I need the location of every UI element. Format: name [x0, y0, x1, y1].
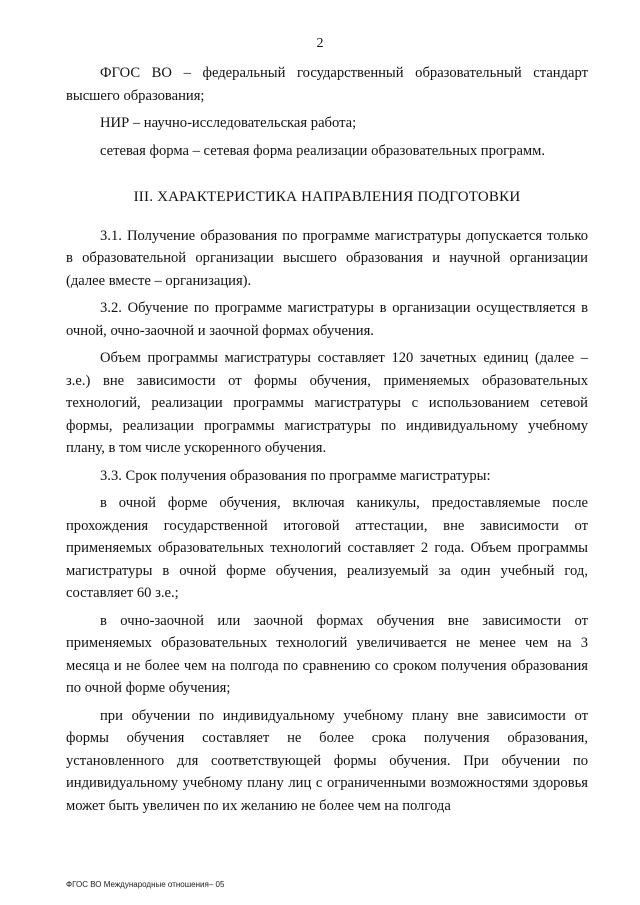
definition-network-form: сетевая форма – сетевая форма реализации образовательных программ.	[100, 142, 546, 159]
definition-nir: НИР – научно-исследовательская работа;	[100, 115, 357, 131]
paragraph-individual-plan: при обучении по индивидуальному учебному плану вне зависимости от формы обучения составляет не более срока получения образования, установленного для соответствующей формы обучения. При обучении по индивидуальному учебному плану лиц с ограниченными возможностями здоровья может быть увеличен по их желанию не более чем на полгода	[66, 707, 588, 814]
definition-fgos: ФГОС ВО – федеральный государственный образовательный стандарт высшего образования;	[66, 65, 588, 104]
paragraph-part-time: в очно-заочной или заочной формах обучения вне зависимости от применяемых образовательных технологий увеличивается не менее чем на 3 месяца и не более чем на полгода по сравнению со сроком получения образования по очной форме обучения;	[66, 612, 588, 696]
paragraph-volume: Объем программы магистратуры составляет 120 зачетных единиц (далее – з.е.) вне зависимости от формы обучения, применяемых образовательных технологий, реализации программы магистратуры с использованием сетевой формы, реализации программы магистратуры по индивидуальному учебному плану, в том числе ускоренного обучения.	[66, 350, 588, 456]
page-number: 2	[316, 36, 324, 51]
document-body	[66, 62, 588, 822]
paragraph-3-3: 3.3. Срок получения образования по программе магистратуры:	[100, 467, 491, 484]
section-heading: III. ХАРАКТЕРИСТИКА НАПРАВЛЕНИЯ ПОДГОТОВКИ	[133, 189, 521, 205]
paragraph-full-time: в очной форме обучения, включая каникулы, предоставляемые после прохождения государственной итоговой аттестации, вне зависимости от применяемых образовательных технологий составляет 2 года. Объем программы магистратуры в очной форме обучения, реализуемый за один учебный год, составляет 60 з.е.;	[66, 495, 588, 601]
footer-label: ФГОС ВО Международные отношения– 05	[66, 880, 225, 889]
paragraph-3-1: 3.1. Получение образования по программе магистратуры допускается только в образовательной организации высшего образования и научной организации (далее вместе – организация).	[66, 227, 588, 289]
paragraph-3-2: 3.2. Обучение по программе магистратуры в организации осуществляется в очной, очно-заочной и заочной формах обучения.	[66, 300, 588, 339]
